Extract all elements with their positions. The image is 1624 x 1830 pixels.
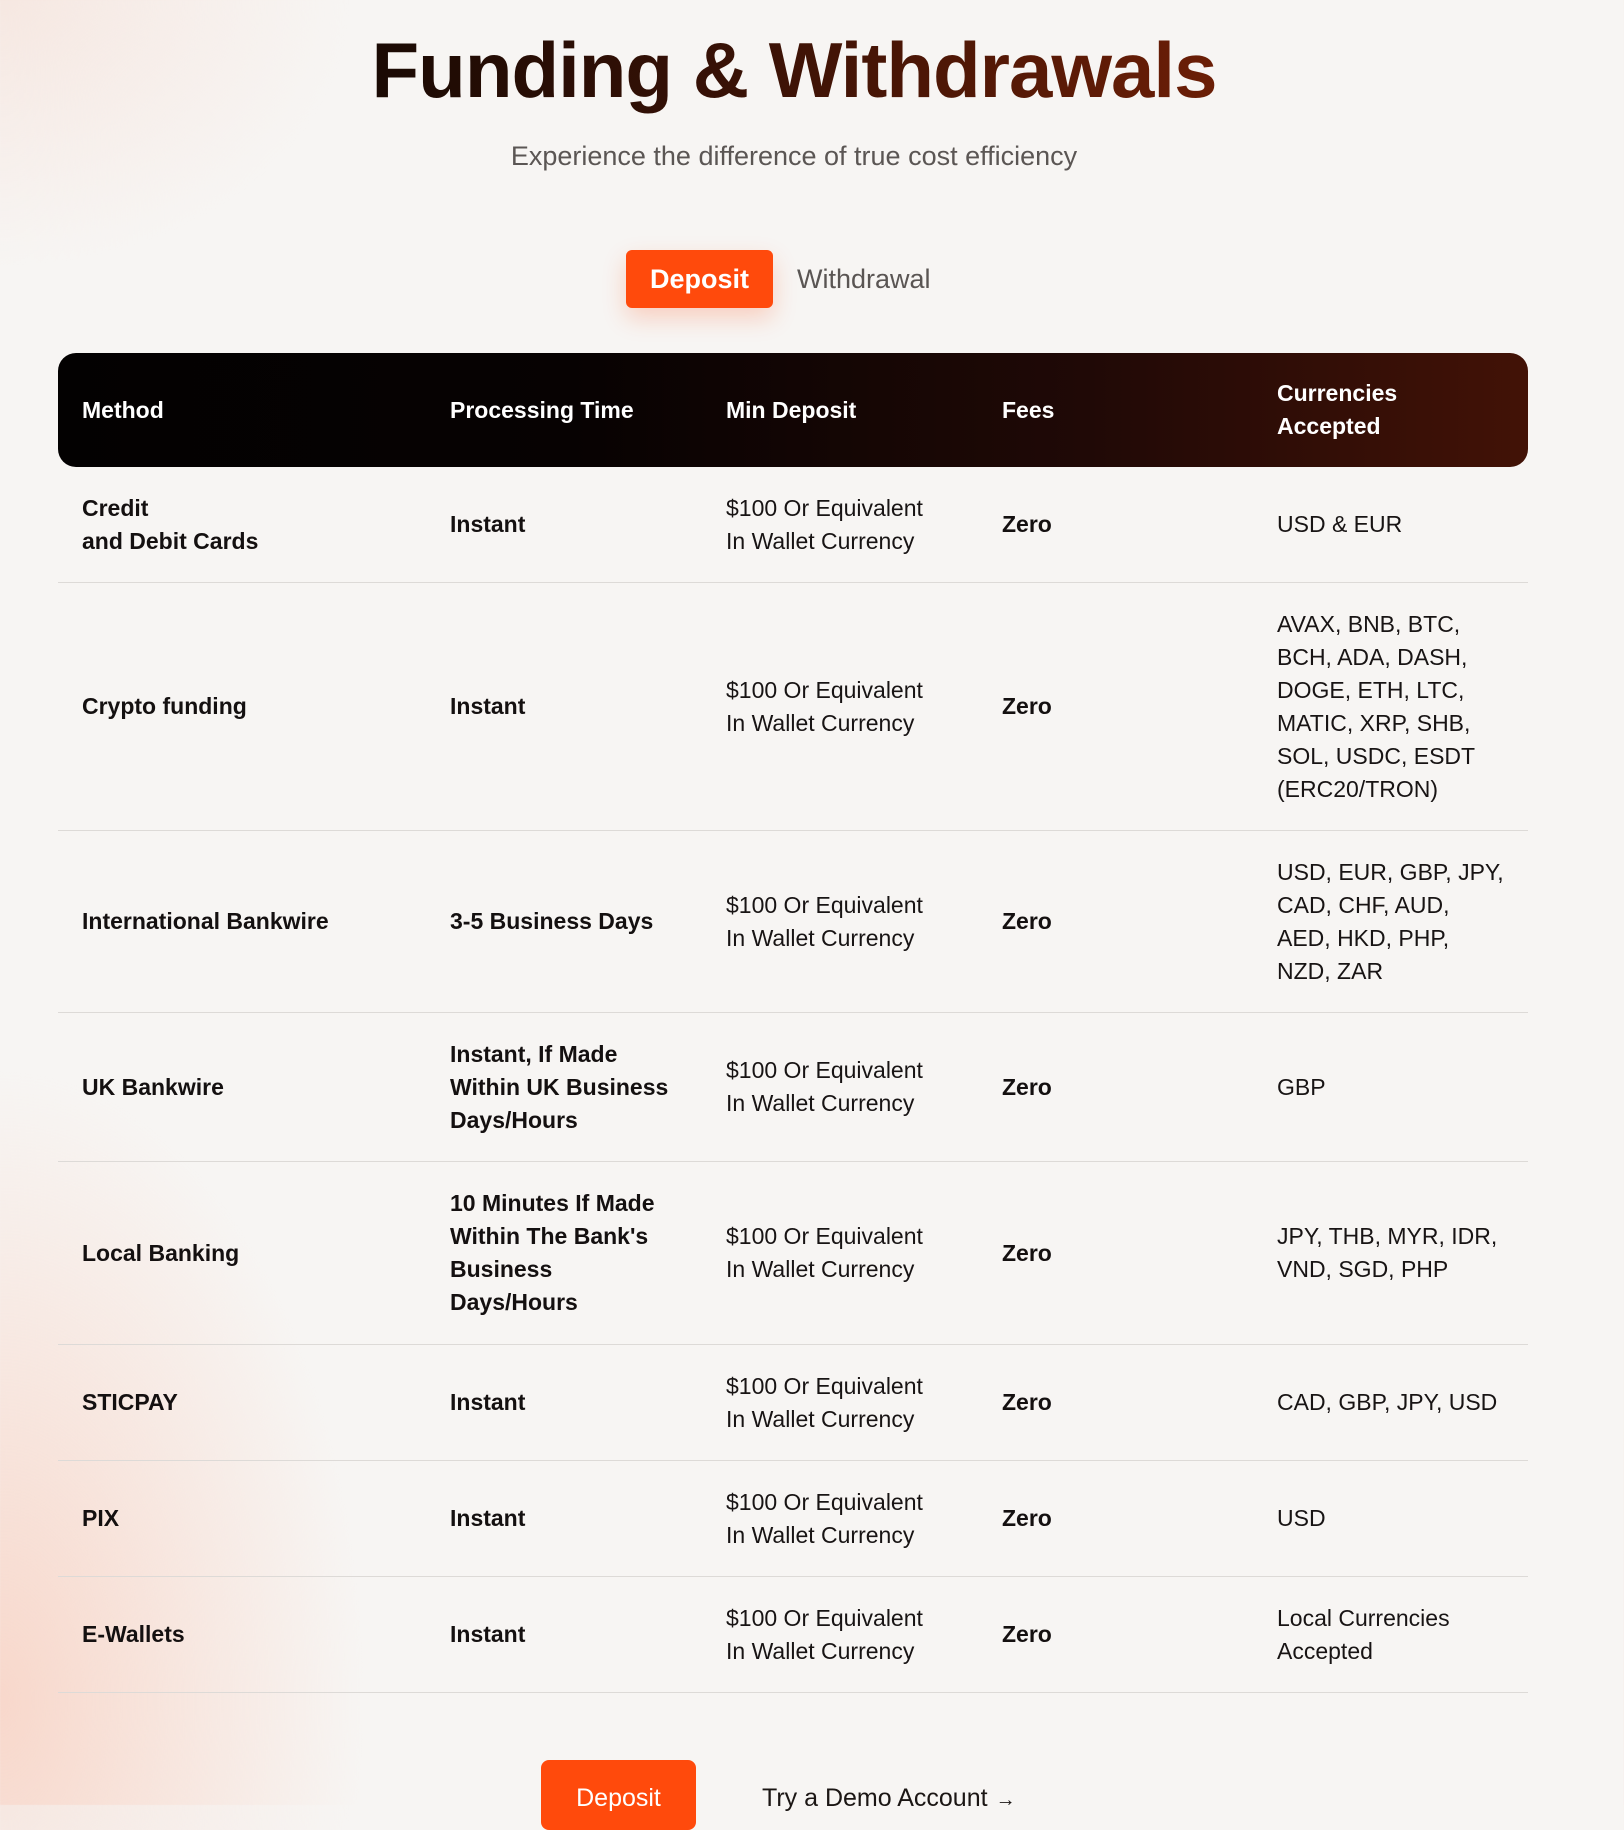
method-cell: Crypto funding: [82, 693, 247, 719]
min-deposit-cell: $100 Or Equivalent In Wallet Currency: [726, 1488, 923, 1548]
table-header: [58, 353, 1528, 467]
table-row: [58, 467, 1528, 583]
processing-time-cell: 3-5 Business Days: [450, 908, 654, 934]
currencies-cell: JPY, THB, MYR, IDR, VND, SGD, PHP: [1277, 1223, 1498, 1282]
tab-withdrawal[interactable]: Withdrawal: [797, 263, 931, 294]
table-row: [58, 831, 1528, 1013]
fees-cell: Zero: [1002, 693, 1052, 719]
fees-cell: Zero: [1002, 1505, 1052, 1531]
currencies-cell: USD, EUR, GBP, JPY, CAD, CHF, AUD, AED, HKD, PHP, NZD, ZAR: [1277, 858, 1504, 984]
method-cell: E-Wallets: [82, 1621, 185, 1647]
min-deposit-cell: $100 Or Equivalent In Wallet Currency: [726, 1223, 923, 1282]
deposit-withdrawal-tabs: [626, 250, 931, 308]
method-cell: UK Bankwire: [82, 1073, 224, 1100]
bottom-actions: [541, 1760, 1016, 1830]
method-cell: Local Banking: [82, 1239, 240, 1266]
column-header-method: Method: [82, 396, 164, 423]
table-row: [58, 1013, 1528, 1162]
method-cell: Credit and Debit Cards: [82, 494, 259, 554]
deposit-button[interactable]: Deposit: [541, 1760, 696, 1830]
processing-time-cell: Instant, If Made Within UK Business Days/Hours: [450, 1040, 669, 1133]
min-deposit-cell: $100 Or Equivalent In Wallet Currency: [726, 1372, 923, 1432]
fees-cell: Zero: [1002, 511, 1052, 537]
fees-cell: Zero: [1002, 908, 1052, 934]
arrow-right-icon: →: [995, 1789, 1016, 1811]
processing-time-cell: Instant: [450, 1621, 526, 1647]
fees-cell: Zero: [1002, 1073, 1052, 1100]
fees-cell: Zero: [1002, 1239, 1052, 1266]
currencies-cell: GBP: [1277, 1073, 1326, 1100]
processing-time-cell: Instant: [450, 1505, 526, 1531]
method-cell: PIX: [82, 1505, 120, 1531]
method-cell: STICPAY: [82, 1389, 178, 1415]
currencies-cell: USD & EUR: [1277, 511, 1403, 537]
min-deposit-cell: $100 Or Equivalent In Wallet Currency: [726, 676, 923, 736]
fees-cell: Zero: [1002, 1621, 1052, 1647]
min-deposit-cell: $100 Or Equivalent In Wallet Currency: [726, 494, 923, 554]
fees-cell: Zero: [1002, 1389, 1052, 1415]
demo-link-label: Try a Demo Account: [762, 1784, 988, 1812]
processing-time-cell: Instant: [450, 1389, 526, 1415]
column-header-fees: Fees: [1002, 396, 1055, 423]
funding-methods-table: [58, 353, 1528, 1693]
column-header-currencies: Currencies Accepted: [1277, 380, 1398, 439]
processing-time-cell: 10 Minutes If Made Within The Bank's Business Days/Hours: [450, 1190, 655, 1315]
column-header-min-deposit: Min Deposit: [726, 396, 857, 423]
table-row: [58, 1577, 1528, 1693]
currencies-cell: Local Currencies Accepted: [1277, 1604, 1450, 1664]
page-title-text: Funding & Withdrawals: [371, 26, 1217, 114]
column-header-processing-time: Processing Time: [450, 396, 634, 423]
try-demo-account-link[interactable]: [762, 1760, 1016, 1813]
min-deposit-cell: $100 Or Equivalent In Wallet Currency: [726, 1057, 923, 1116]
table-row: [58, 1345, 1528, 1461]
processing-time-cell: Instant: [450, 511, 526, 537]
page-title: [0, 22, 1588, 118]
method-cell: International Bankwire: [82, 908, 329, 934]
min-deposit-cell: $100 Or Equivalent In Wallet Currency: [726, 891, 923, 951]
min-deposit-cell: $100 Or Equivalent In Wallet Currency: [726, 1604, 923, 1664]
table-row: [58, 1461, 1528, 1577]
currencies-cell: AVAX, BNB, BTC, BCH, ADA, DASH, DOGE, ETH, LTC, MATIC, XRP, SHB, SOL, USDC, ESDT (ERC20/TRON): [1277, 610, 1476, 802]
table-row: [58, 1162, 1528, 1345]
currencies-cell: CAD, GBP, JPY, USD: [1277, 1389, 1498, 1415]
table-row: [58, 583, 1528, 831]
processing-time-cell: Instant: [450, 693, 526, 719]
currencies-cell: USD: [1277, 1505, 1326, 1531]
tab-deposit[interactable]: Deposit: [626, 250, 773, 308]
page-subtitle: Experience the difference of true cost efficiency: [510, 141, 1078, 171]
